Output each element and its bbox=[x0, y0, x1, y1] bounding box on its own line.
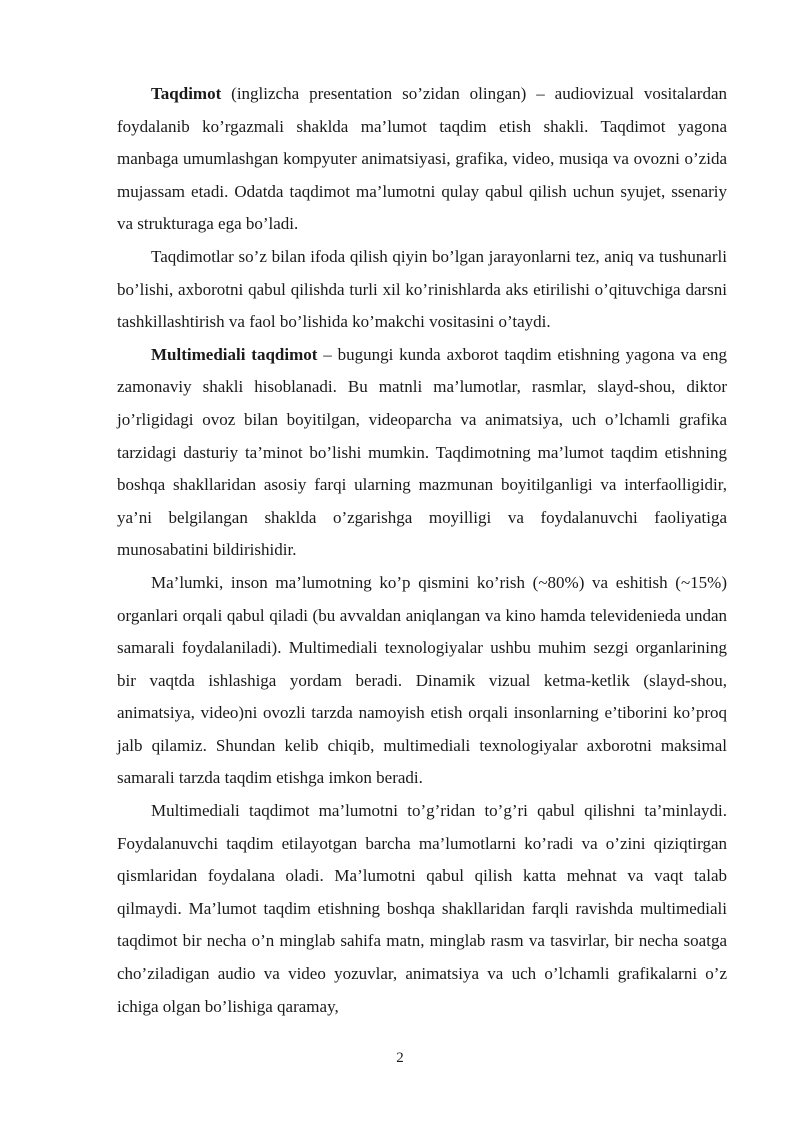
paragraph-malumki bbox=[117, 567, 727, 795]
paragraph-text: (inglizcha presentation so’zidan olingan) – audiovizual vositalardan foydalanib ko’rgazmali shaklda ma’lumot taqdim etish shakli. Taqdimot yagona manbaga umumlashgan kompyuter animatsiyasi, grafika, video, musiqa va ovozni o’zida mujassam etadi. Odatda taqdimot ma’lumotni qulay qabul qilish uchun syujet, ssenariy va strukturaga ega bo’ladi. bbox=[117, 84, 727, 234]
paragraph-taqdimotlar bbox=[117, 241, 727, 339]
paragraph-text: Multimediali taqdimot ma’lumotni to’g’ridan to’g’ri qabul qilishni ta’minlaydi. Foydalanuvchi taqdim etilayotgan barcha ma’lumotlarni ko’radi va o’zini qiziqtirgan qismlaridan foydalana oladi. Ma’lumotni qabul qilish katta mehnat va vaqt talab qilmaydi. Ma’lumot taqdim etishning boshqa shakllaridan farqli ravishda multimediali taqdimot bir necha o’n minglab sahifa matn, minglab rasm va tasvirlar, bir necha soatga cho’ziladigan audio va video yozuvlar, animatsiya va uch o’lchamli grafikalarni o’z ichiga olgan bo’lishiga qaramay, bbox=[117, 801, 727, 1016]
document-body bbox=[117, 78, 727, 1023]
paragraph-text: – bugungi kunda axborot taqdim etishning yagona va eng zamonaviy shakli hisoblanadi. Bu matnli ma’lumotlar, rasmlar, slayd-shou, diktor jo’rligidagi ovoz bilan boyitilgan, videoparcha va animatsiya, uch o’lchamli grafika tarzidagi dasturiy ta’minot bo’lishi mumkin. Taqdimotning ma’lumot taqdim etishning boshqa shakllaridan asosiy farqi ularning mazmunan boyitilganligi va interfaolligidir, ya’ni belgilangan shaklda o’zgarishga moyilligi va foydalanuvchi faoliyatiga munosabatini bildirishidir. bbox=[117, 344, 727, 560]
term-multimediali-taqdimot: Multimediali taqdimot bbox=[151, 344, 318, 364]
paragraph-text: Taqdimotlar so’z bilan ifoda qilish qiyin bo’lgan jarayonlarni tez, aniq va tushunarli bo’lishi, axborotni qabul qilishda turli xil ko’rinishlarda aks etirilishi o’qituvchiga darsni tashkillashtirish va faol bo’lishida ko’makchi vositasini o’taydi. bbox=[117, 246, 727, 332]
paragraph-multimediali-taqdimot-ensures bbox=[117, 795, 727, 1023]
paragraph-taqdimot-definition bbox=[117, 78, 727, 241]
paragraph-multimediali-taqdimot-definition bbox=[117, 339, 727, 567]
paragraph-text: Ma’lumki, inson ma’lumotning ko’p qismini ko’rish (~80%) va eshitish (~15%) organlari orqali qabul qiladi (bu avvaldan aniqlangan va kino hamda televidenieda undan samarali foydalaniladi). Multimediali texnologiyalar ushbu muhim sezgi organlarining bir vaqtda ishlashiga yordam beradi. Dinamik vizual ketma-ketlik (slayd-shou, animatsiya, video)ni ovozli tarzda namoyish etish orqali insonlarning e’tiborini ko’proq jalb qilamiz. Shundan kelib chiqib, multimediali texnologiyalar axborotni maksimal samarali tarzda taqdim etishga imkon beradi. bbox=[117, 572, 727, 788]
term-taqdimot: Taqdimot bbox=[151, 84, 222, 103]
page-number: 2 bbox=[396, 1050, 404, 1066]
